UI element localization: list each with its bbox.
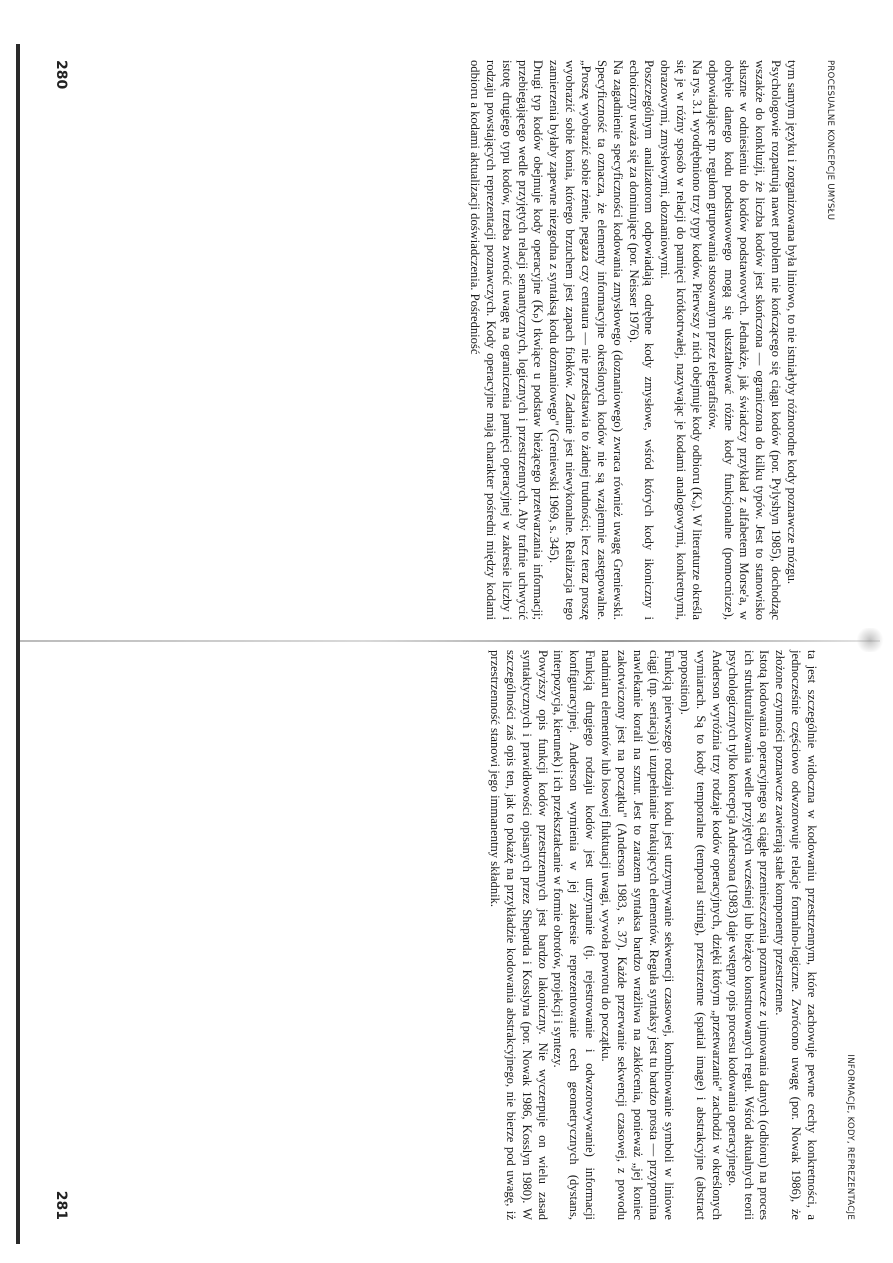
page-280-content — [55, 60, 835, 620]
page-281 — [55, 650, 855, 1220]
page-280 — [55, 60, 835, 620]
paragraph: Na zagadnienie specyficzności kodowania zmysłowego (doznaniowego) zwraca również uwagę Greniewski. Specyficzność ta oznacza, że elementy informacyjne określonych kodów nie są wzajemnie zastępowalne. „Proszę wyobrazić sobie rżenie, pegaza czy centaura — nie przedstawia to żadnej trudności; lecz teraz proszę wyobrazić sobie konia, którego brzuchem jest zapach fiołków. Zadanie jest niewykonalne. Realizacja tego zamierzenia byłaby zapewne niezgodna z syntaksą kodu doznaniowego" (Greniewski 1969, s. 345). — [547, 60, 625, 620]
running-head-left: PROCESUALNE KONCEPCJE UMYSŁU — [825, 60, 835, 221]
paragraph: Funkcją drugiego rodzaju kodów jest utrzymanie (tj. rejestrowanie i odwzorowywanie) informacji konfiguracyjnej. Anderson wymienia w jej zakresie reprezentowanie cech geometrycznych (dystans, interpozycja, kierunek) i ich przekształcanie w formie obrotów, projekcji i syntezy. — [551, 650, 598, 1220]
paragraph: Poszczególnym analizatorom odpowiadają odrębne kody zmysłowe, wśród których kody ikoniczny i echoiczny uważa się za dominujące (por. Neisser 1976). — [626, 60, 657, 620]
paragraph: Anderson wyróżnia trzy rodzaje kodów operacyjnych, dzięki którym „przetwarzanie" zachodzi w określonych wymiarach. Są to kody temporalne (temporal string), przestrzenne (spatial image) i abstrakcyjne (abstract proposition). — [678, 650, 724, 1220]
paragraph: Drugi typ kodów obejmuje kody operacyjne (Kₚ) tkwiące u podstaw bieżącego przetwarzania informacji; przebiegającego wedle przyjętych relacji semantycznych, logicznych i przestrzennych. Aby trafnie uchwycić istotę drugiego typu kodów, trzeba zwrócić uwagę na ograniczenia pamięci operacyjnej w zakresie liczby i rodzaju powstających reprezentacji poznawczych. Kody operacyjne mają charakter pośredni między kodami odbioru a kodami aktualizacji doświadczenia. Pośredniość — [468, 60, 546, 620]
paragraph: ta jest szczególnie widoczna w kodowaniu przestrzennym, które zachowuje pewne cechy konkretności, a jednocześnie częściowo odwzorowuje relacje formalno-logiczne. Zwrócono uwagę (por. Nowak 1986), że złożone czynności poznawcze zawierają stałe komponenty przestrzenne. — [773, 650, 819, 1220]
page-281-content — [55, 650, 855, 1220]
running-head-right: INFORMACJE, KODY, REPREZENTACJE — [845, 1054, 855, 1220]
page-number-right: 281 — [53, 1190, 69, 1220]
scan-smudge — [855, 628, 885, 652]
paragraph: Na rys. 3.1 wyodrębniono trzy typy kodów. Pierwszy z nich obejmuje kody odbioru (Kₒ). W literaturze określa się je w różny sposób w relacji do pamięci krótkotrwałej, nazywając je kodami analogowymi, konkretnymi, obrazowymi, zmysłowymi, doznaniowymi. — [658, 60, 704, 620]
paragraph: tym samym języku i zorganizowana była liniowo, to nie istniałyby różnorodne kody poznawcze mózgu. — [785, 60, 799, 585]
paragraph: Psychologowie rozpatrują nawet problem nie kończącego się ciągu kodów (por. Pylyshyn 1985), dochodząc wszakże do konkluzji, że liczba kodów jest skończona — ograniczona do kilku typów. Jest to stanowisko słuszne w odniesieniu do kodów podstawowych. Jednakże, jak świadczy przykład z alfabetem Morse'a, w obrębie danego kodu podstawowego mogą się ukształtować różne kody funkcjonalne (pomocnicze), odpowiadające np. regułom grupowania stosowanym przez telegrafistów. — [705, 60, 784, 620]
binding-edge — [16, 44, 20, 1244]
page-number-left: 280 — [53, 60, 69, 90]
paragraph: Istotą kodowania operacyjnego są ciągłe przemieszczenia pozmawcze z ujmowania danych (odbioru) na proces ich strukturalizowania wedle przyjętych wcześniej lub bieżąco konstruowanych reguł. Wśród aktualnych teorii psychologicznych tylko koncepcja Andersona (1983) daje wstępny opis procesu kodowania operacyjnego. — [725, 650, 772, 1220]
body-text-right — [486, 650, 819, 1220]
body-text-left — [466, 60, 799, 620]
paragraph: Funkcją pierwszego rodzaju kodu jest utrzymywanie sekwencji czasowej, kombinowanie symboli w liniowe ciągi (np. seriacja) i uzupełnianie brakujących elementów. Reguła syntaksy jest tu bardzo prosta — przypomina nawlekanie korali na sznur. Jest to zarazem syntaksa bardzo wrażliwa na zakłócenia, ponieważ „jej koniec zakotwiczony jest na początku" (Anderson 1983, s. 37). Każde przerwanie sekwencji czasowej, z powodu nadmiaru elementów lub losowej fluktuacji uwagi, wywoła powrotu do początku. — [599, 650, 677, 1220]
page-fold — [20, 640, 880, 642]
paragraph: Powyższy opis funkcji kodów przestrzennych jest bardzo lakoniczny. Nie wyczerpuje on wielu zasad syntaktycznych i prawidłowości opisanych przez Sheparda i Kosslyna (por. Nowak 1986, Kosslyn 1980). W szczególności zaś opis ten, jak to pokażę na przykładzie kodowania abstrakcyjnego, nie bierze pod uwagę, iż przestrzenność stanowi jego immanentny składnik. — [488, 650, 550, 1220]
